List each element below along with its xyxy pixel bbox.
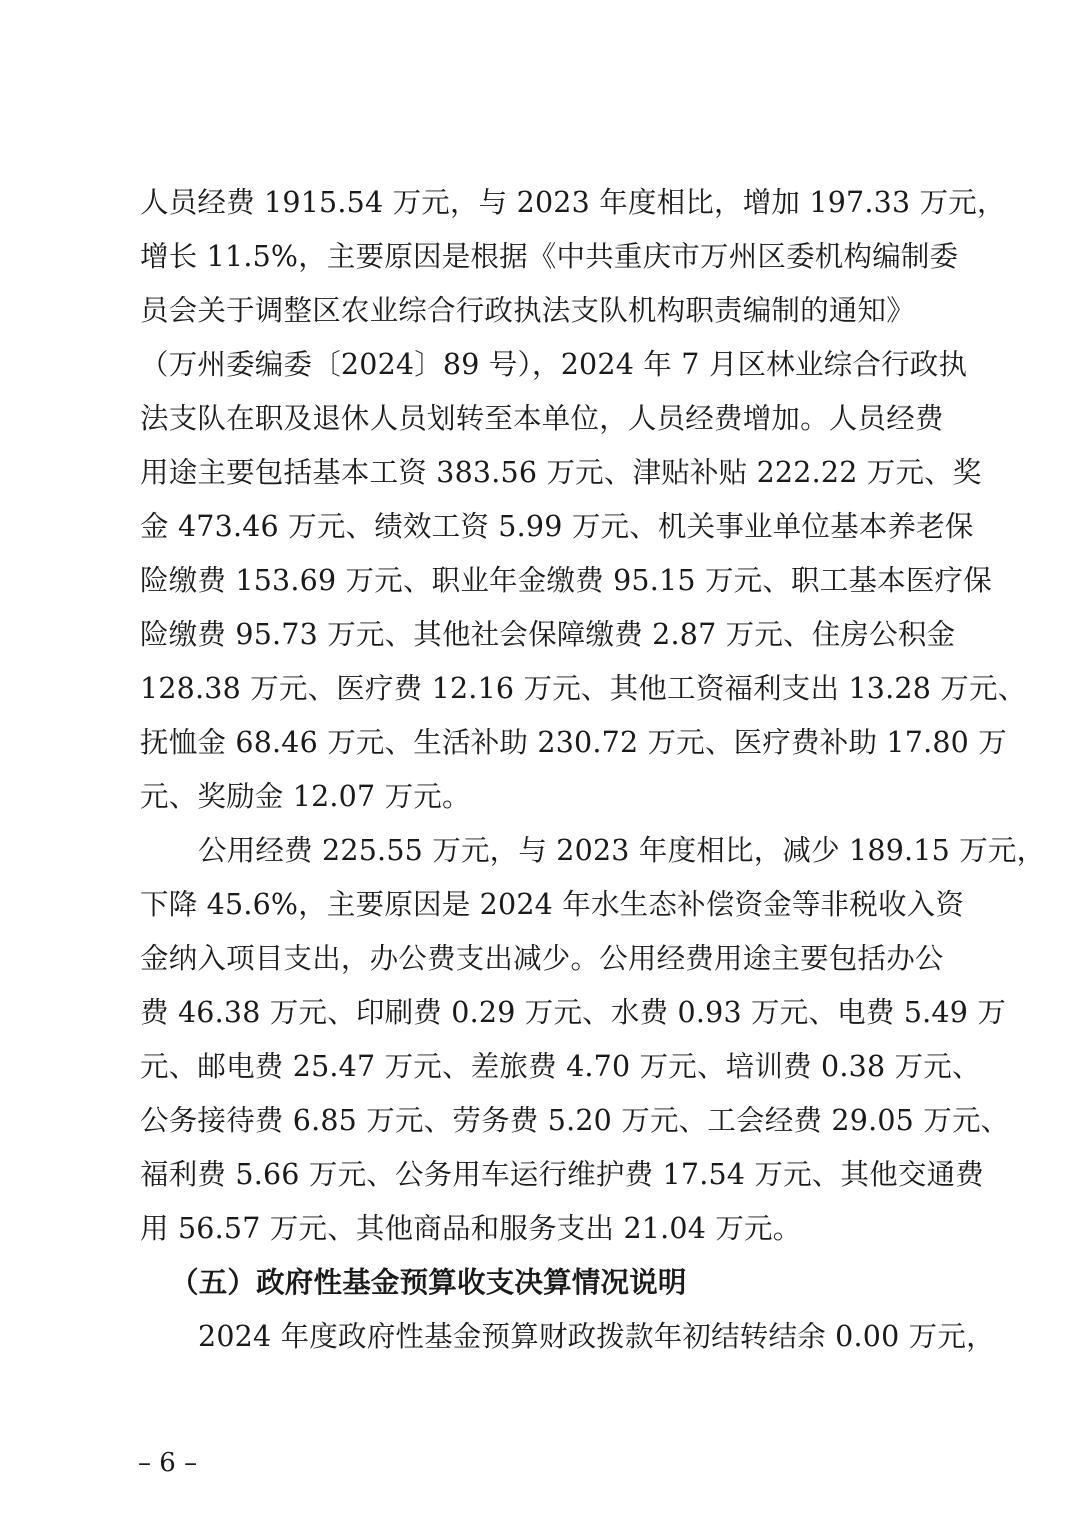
text-line: （万州委编委〔2024〕89 号），2024 年 7 月区林业综合行政执 [140, 348, 968, 381]
text-line: 抚恤金 68.46 万元、生活补助 230.72 万元、医疗费补助 17.80 万 [140, 726, 1007, 759]
text-line: 险缴费 95.73 万元、其他社会保障缴费 2.87 万元、住房公积金 [140, 618, 956, 651]
text-line: 员会关于调整区农业综合行政执法支队机构职责编制的通知》 [140, 294, 915, 327]
text-line: 人员经费 1915.54 万元，与 2023 年度相比，增加 197.33 万元， [140, 186, 1006, 219]
text-line: 元、邮电费 25.47 万元、差旅费 4.70 万元、培训费 0.38 万元、 [140, 1050, 981, 1083]
text-line: 金 473.46 万元、绩效工资 5.99 万元、机关事业单位基本养老保 [140, 510, 974, 543]
text-line: 公务接待费 6.85 万元、劳务费 5.20 万元、工会经费 29.05 万元、 [140, 1104, 1010, 1137]
text-line: 128.38 万元、医疗费 12.16 万元、其他工资福利支出 13.28 万元、 [140, 672, 1027, 705]
text-line: 法支队在职及退休人员划转至本单位，人员经费增加。人员经费 [140, 402, 944, 435]
text-line: 费 46.38 万元、印刷费 0.29 万元、水费 0.93 万元、电费 5.49 万 [140, 996, 1007, 1029]
text-line: 公用经费 225.55 万元，与 2023 年度相比，减少 189.15 万元， [198, 834, 1046, 867]
text-line: 福利费 5.66 万元、公务用车运行维护费 17.54 万元、其他交通费 [140, 1158, 984, 1191]
text-line: 险缴费 153.69 万元、职业年金缴费 95.15 万元、职工基本医疗保 [140, 564, 992, 597]
text-line: 下降 45.6%，主要原因是 2024 年水生态补偿资金等非税收入资 [140, 888, 965, 921]
text-line: 金纳入项目支出，办公费支出减少。公用经费用途主要包括办公 [140, 942, 944, 975]
text-line: 2024 年度政府性基金预算财政拨款年初结转结余 0.00 万元， [198, 1320, 995, 1353]
text-line: 用途主要包括基本工资 383.56 万元、津贴补贴 222.22 万元、奖 [140, 456, 982, 489]
text-line: 元、奖励金 12.07 万元。 [140, 780, 471, 813]
text-line: 用 56.57 万元、其他商品和服务支出 21.04 万元。 [140, 1212, 802, 1245]
text-line: 增长 11.5%，主要原因是根据《中共重庆市万州区委机构编制委 [140, 240, 959, 273]
page-number: – 6 – [138, 1448, 198, 1478]
section-heading: （五）政府性基金预算收支决算情况说明 [170, 1266, 687, 1299]
